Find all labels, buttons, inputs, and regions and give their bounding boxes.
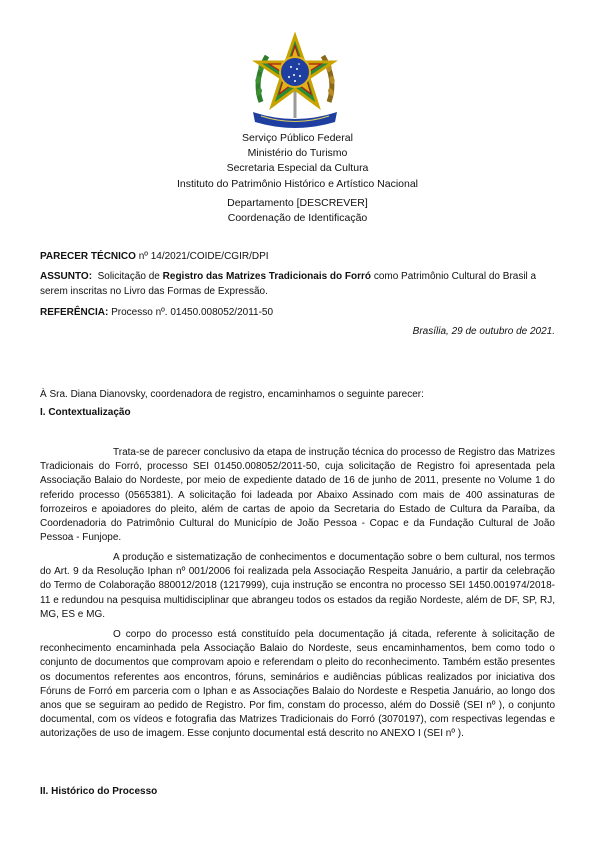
salutation: À Sra. Diana Dianovsky, coordenadora de registro, encaminhamos o seguinte parecer:	[40, 389, 424, 400]
section-heading-historico: II. Histórico do Processo	[40, 786, 158, 797]
parecer-label: PARECER TÉCNICO	[40, 251, 136, 262]
parecer-line	[40, 250, 560, 265]
assunto-label: ASSUNTO:	[40, 271, 93, 282]
header-line-secretariat: Secretaria Especial da Cultura	[226, 162, 369, 175]
referencia-value: Processo nº. 01450.008052/2011-50	[108, 307, 274, 318]
document-date: Brasília, 29 de outubro de 2021.	[412, 326, 555, 337]
section-heading-contextualizacao: I. Contextualização	[40, 407, 131, 418]
header-line-service: Serviço Público Federal	[242, 132, 353, 144]
paragraph-1: Trata-se de parecer conclusivo da etapa de instrução técnica do processo de Registro das Matrizes Tradicionais do Forró, processo SEI 01450.008052/2011-50, cuja solicitação de Registro foi apresentada pela Associação Balaio do Nordeste, por meio de expediente datado de 16 de junho de 2011, presente no Volume 1 do referido processo (0565381). A solicitação foi ladeada por Abaixo Assinado com mais de 400 assinaturas de forrozeiros e apoiadores do pleito, além de cartas de apoio da Secretaria do Estado de Cultura da Paraíba, da Coordenadoria do Patrimônio Cultural do Município de João Pessoa - Copac e da Fundação Cultural de João Pessoa - Funjope.	[40, 447, 555, 544]
department-block	[100, 196, 495, 226]
assunto-block	[40, 270, 560, 299]
coordination-name: Coordenação de Identificação	[227, 212, 368, 225]
header-line-ministry: Ministério do Turismo	[247, 147, 348, 160]
coat-of-arms-emblem	[247, 32, 343, 132]
paragraph-2: A produção e sistematização de conhecimentos e documentação sobre o bem cultural, nos termos do Art. 9 da Resolução Iphan nº 001/2006 foi realizada pela Associação Respeita Januário, a partir da celebração do Termo de Colaboração 880012/2018 (1217999), cuja instrução se encontra no processo SEI 1450.001974/2018-11 e redundou na pesquisa multidisciplinar que abrangeu todos os estados da região Nordeste, além de DF, SP, RJ, MG, ES e MG.	[40, 552, 555, 620]
assunto-pre: Solicitação de	[92, 271, 163, 282]
institution-header	[100, 131, 495, 192]
assunto-subject: Registro das Matrizes Tradicionais do Forró	[162, 271, 372, 282]
header-line-institute: Instituto do Patrimônio Histórico e Artístico Nacional	[176, 177, 419, 190]
parecer-value: nº 14/2021/COIDE/CGIR/DPI	[135, 251, 269, 262]
referencia-line	[40, 306, 560, 321]
department-name: Departamento [DESCREVER]	[227, 197, 368, 209]
referencia-label: REFERÊNCIA:	[40, 307, 109, 318]
paragraph-3: O corpo do processo está constituído pela documentação já citada, referente à solicitação de reconhecimento encaminhada pela Associação Balaio do Nordeste, seus encaminhamentos, bem como todo o conjunto de documentos que comprovam apoio e referendam o pleito do reconhecimento. Também estão presentes os documentos referentes aos encontros, fóruns, seminários e audiências públicas realizados por iniciativa dos Fóruns de Forró em parceria com o Iphan e as Associações Balaio do Nordeste e Respetia Januário, ao longo dos anos que se seguiram ao pedido de Registro. Por fim, constam do processo, além do Dossiê (SEI nº ), o conjunto documental, com os vídeos e fotografia das Matrizes Tradicionais do Forró (3070197), com respectivas legendas e autorizações de uso de imagem. Esse conjunto documental está descrito no ANEXO I (SEI nº ).	[40, 629, 555, 740]
assunto-post: como Patrimônio Cultural do Brasil a serem inscritas no Livro das Formas de Expressão.	[40, 271, 537, 297]
